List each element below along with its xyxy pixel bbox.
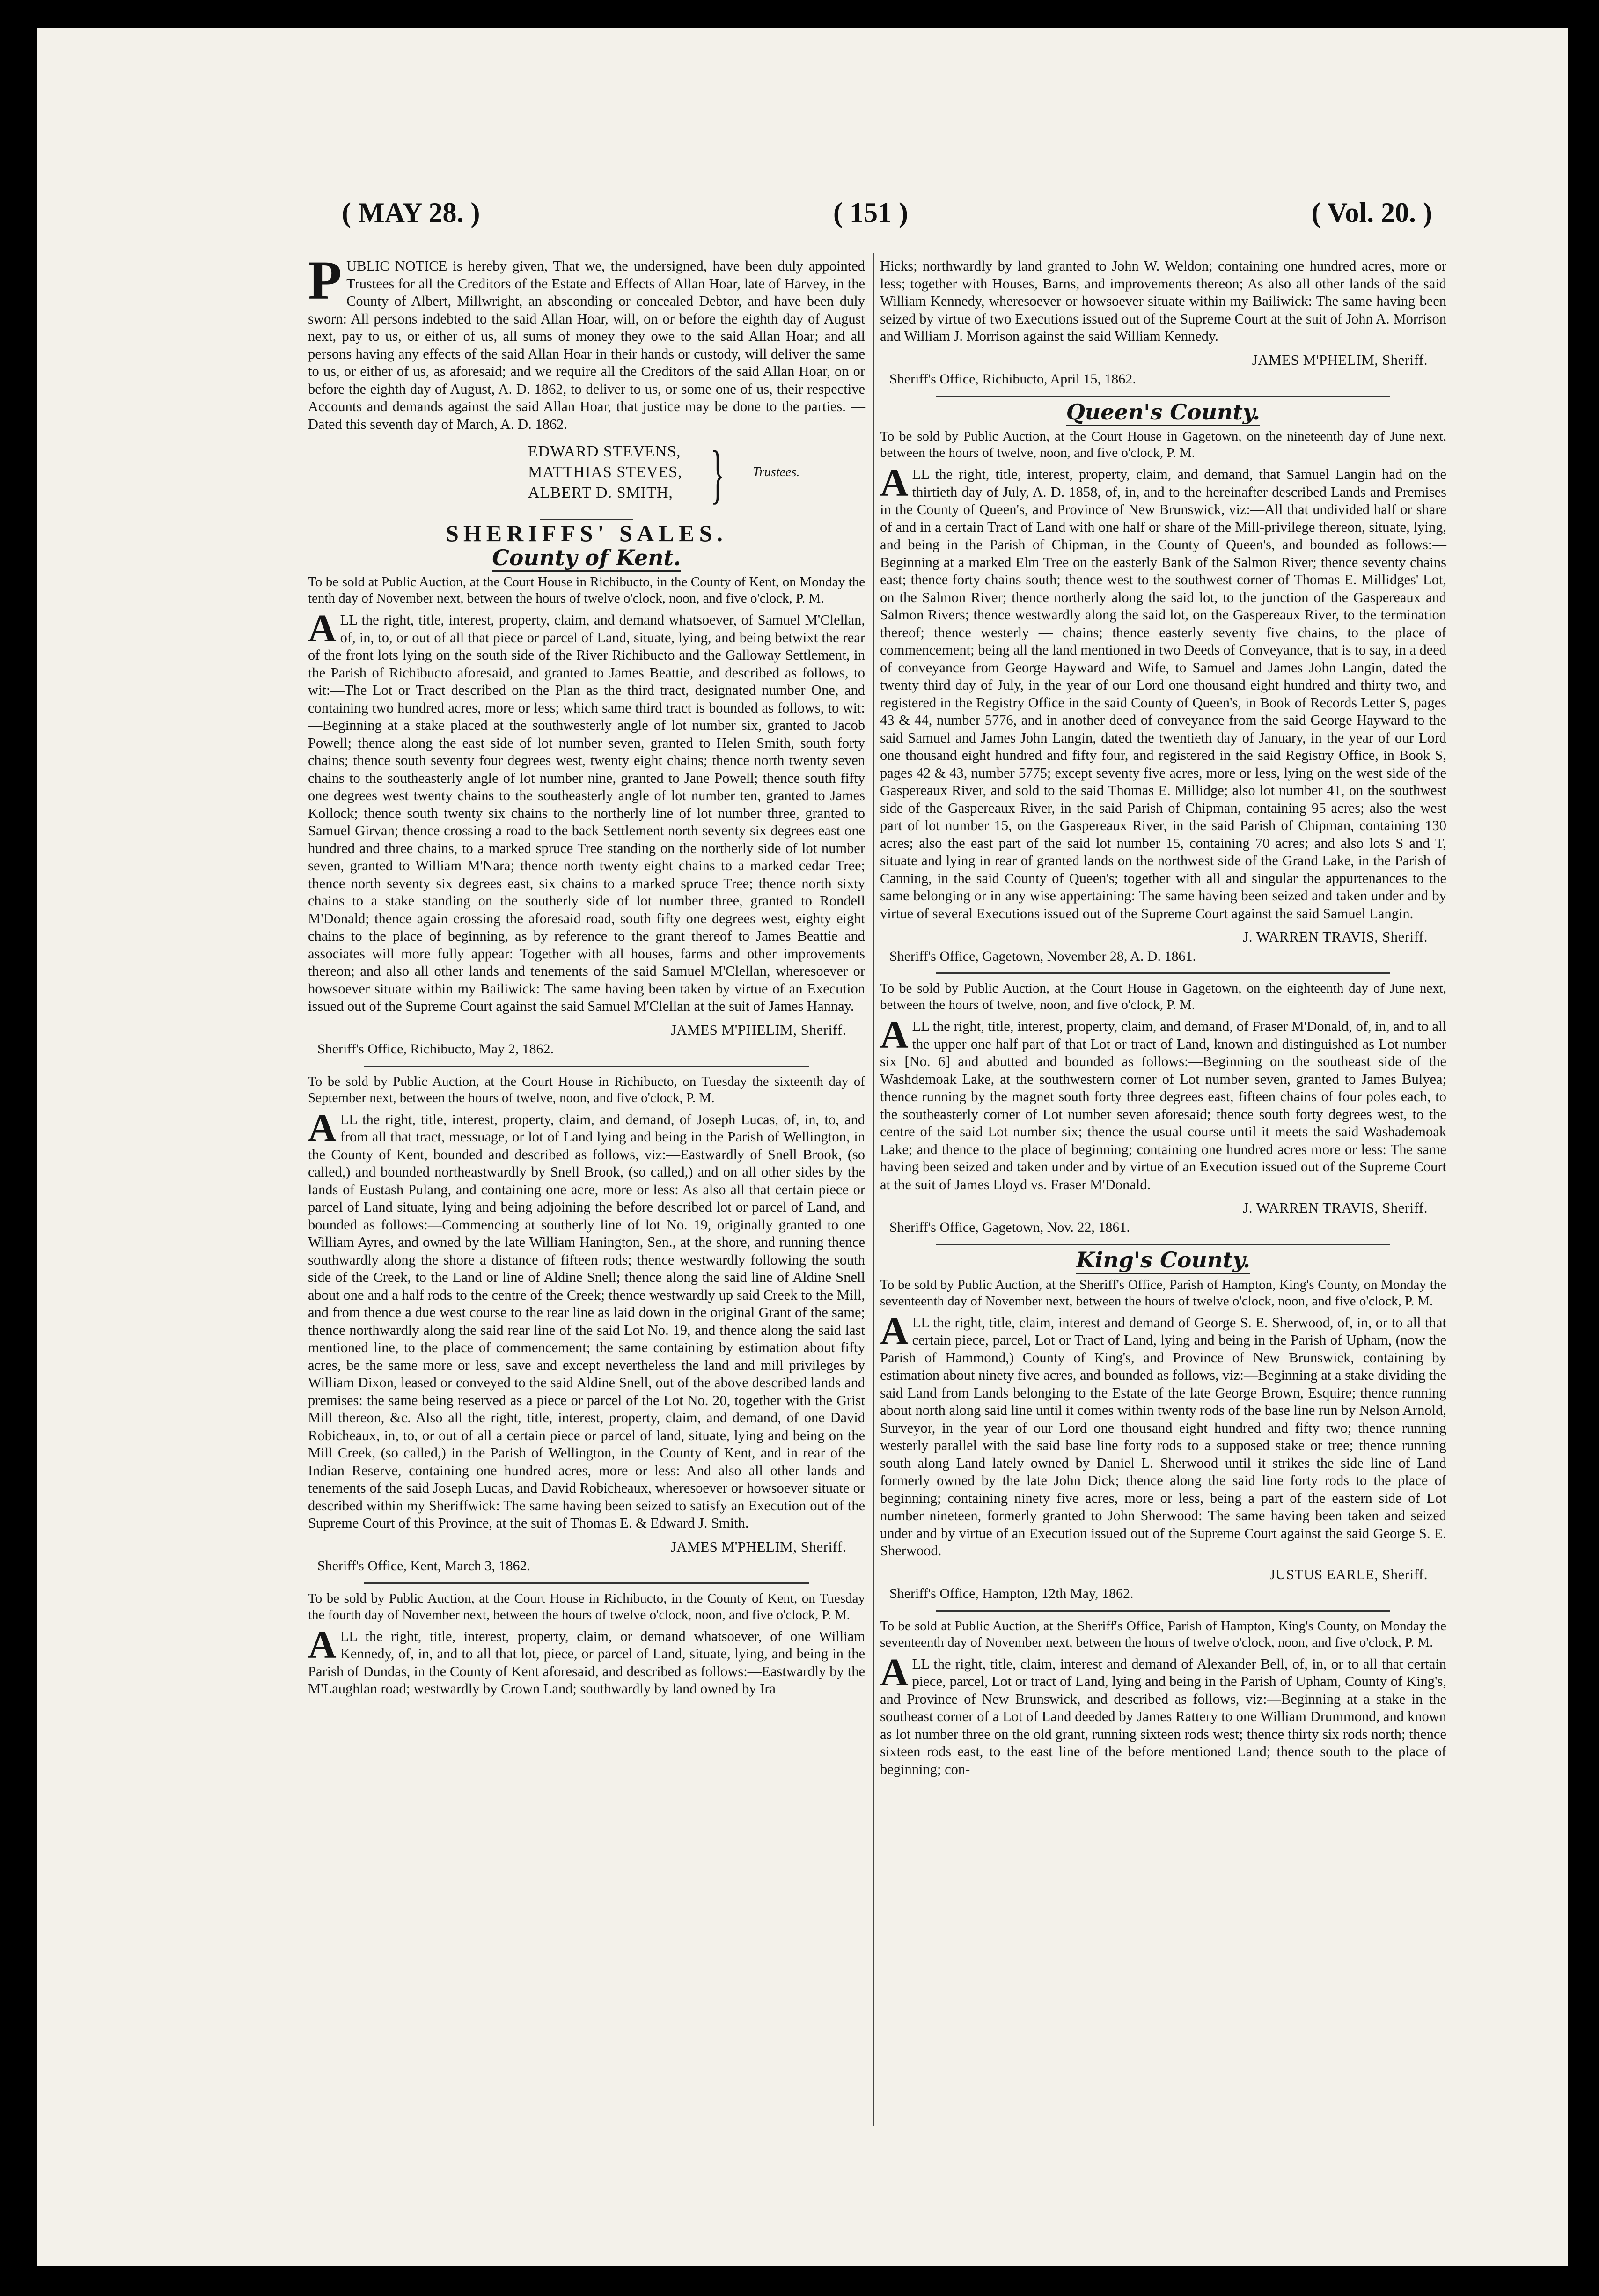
left-column	[308, 250, 865, 1698]
brace-glyph: }	[711, 438, 725, 510]
sale-text: ALL the right, title, interest, property, claim, or demand whatsoever, of one William Kennedy, of, in, and to all that lot, piece, or parcel of Land, situate, lying, and being in the Parish of Dundas, in the County of Kent aforesaid, and described as follows:—Eastwardly by the M'Laughlan road; westwardly by Crown Land; southwardly by land owned by Ira	[308, 1623, 865, 1697]
sale-text: ALL the right, title, claim, interest and demand of George S. E. Sherwood, of, in, or to all that certain piece, parcel, Lot or Tract of Land, lying and being in the Parish of Upham, (now the Parish of Hammond,) County of King's, and Province of New Brunswick, containing by estimation about ninety five acres, and bounded as follows, viz:—Beginning at a stake dividing the said Land from Lands belonging to the Estate of the late George Brown, Esquire; thence running about north along said line until it comes within twenty rods of the base line run by Nelson Arnold, Surveyor, in the year of our Lord one thousand eight hundred and fifty two; thence running westerly parallel with the said base line forty rods to a supposed stake or tree; thence running south along Land lately owned by Daniel L. Sherwood until it strikes the side line of Land formerly owned by the late John Dick; thence along the said line forty rods to the place of beginning; containing ninety five acres, more or less, being a part of the eastern side of Lot number nineteen, formerly granted to John Sherwood: The same having been taken and seized under and by virtue of an Execution issued out of the Supreme Court against the said George S. E. Sherwood.	[880, 1309, 1446, 1559]
office-dateline: Sheriff's Office, Hampton, 12th May, 1862.	[889, 1586, 1134, 1601]
sale-text: ALL the right, title, interest, property, claim, and demand whatsoever, of Samuel M'Clellan, of, in, to, or out of all that piece or parcel of Land, situate, lying, and being betwixt the rear of the front lots lying on the south side of the River Richibucto and the Galloway Settlement, in the Parish of Richibucto aforesaid, and granted to James Beattie, and described as follows, to wit:—The Lot or Tract described on the Plan as the third tract, designated number One, and containing two hundred acres, more or less; which same third tract is bounded as follows, to wit:—Beginning at a stake placed at the southwesterly angle of lot number six, granted to Jacob Powell; thence along the east side of lot number seven, granted to Helen Smith, south forty chains; thence south seventy four degrees west, twenty eight chains; thence north twenty seven chains to the southeasterly angle of lot number nine, granted to Jane Powell; thence south fifty one degrees west twenty chains to the southeasterly angle of lot number ten, granted to James Kollock; thence south twenty six chains to the northerly line of lot number three, granted to Samuel Girvan; thence crossing a road to the back Settlement north seventy six degrees east one hundred and three chains, to a marked spruce Tree standing on the northerly side of lot number seven, granted to William M'Nara; thence north twenty eight chains to a marked cedar Tree; thence north seventy six degrees east, six chains to a marked spruce Tree; thence north sixty chains to a stake standing on the southerly side of lot number three, granted to Rondell M'Donald; thence again crossing the aforesaid road, south fifty one degrees west, eighty eight chains to the place of beginning, as by reference to the grant thereof to James Beattie and associates will more fully appear: Together with all houses, farms and other improvements thereon; and also all other lands and tenements of the said Samuel M'Clellan, wheresoever or howsoever situate within my Bailiwick: The same having been taken by virtue of an Execution issued out of the Supreme Court against the said Samuel M'Clellan at the suit of James Hannay.	[308, 607, 865, 1014]
office-dateline: Sheriff's Office, Gagetown, Nov. 22, 1861.	[889, 1219, 1130, 1235]
trustee-names	[528, 442, 682, 503]
issue-date: ( MAY 28. )	[342, 197, 480, 228]
section-title: SHERIFFS' SALES.	[446, 520, 727, 546]
sale-intro: To be sold by Public Auction, at the Court House in Gagetown, on the eighteenth day of June next, between the hours of twelve, noon, and five o'clock, P. M.	[880, 981, 1446, 1012]
county-heading: King's County.	[880, 1251, 1446, 1269]
trustee-name: ALBERT D. SMITH,	[528, 484, 673, 501]
separator-rule	[936, 396, 1390, 397]
sale-dropcap: A	[308, 1106, 337, 1150]
sale-intro: To be sold by Public Auction, at the Court House in Richibucto, in the County of Kent, on Tuesday the fourth day of November next, between the hours of twelve o'clock, noon, and five o'clock, P. M.	[308, 1590, 865, 1622]
sale-dropcap: A	[308, 1623, 337, 1667]
county-heading: Queen's County.	[880, 404, 1446, 421]
newspaper-page	[37, 28, 1568, 2266]
column-divider	[873, 253, 874, 2126]
sheriff-signature: JAMES M'PHELIM, Sheriff.	[670, 1538, 846, 1555]
sheriff-signature: JAMES M'PHELIM, Sheriff.	[1252, 351, 1428, 368]
sale-dropcap: A	[880, 1013, 909, 1057]
office-dateline: Sheriff's Office, Richibucto, May 2, 1862.	[317, 1041, 554, 1057]
separator-rule	[936, 1610, 1390, 1612]
sale-text: Hicks; northwardly by land granted to John W. Weldon; containing one hundred acres, more or less; together with Houses, Barns, and improvements thereon; As also all other lands of the said William Kennedy, wheresoever or howsoever situate within my Bailiwick: The same having been seized by virtue of two Executions issued out of the Supreme Court at the suit of John A. Morrison and William J. Morrison against the said William Kennedy.	[880, 258, 1446, 344]
sale-dropcap: A	[880, 1309, 909, 1353]
county-heading: County of Kent.	[308, 549, 865, 567]
sale-intro: To be sold by Public Auction, at the Sheriff's Office, Parish of Hampton, King's County, on Monday the seventeenth day of November next, between the hours of twelve o'clock, noon, and five o'clock, P. M.	[880, 1277, 1446, 1309]
page-number: ( 151 )	[833, 197, 908, 228]
sale-intro: To be sold by Public Auction, at the Court House in Richibucto, on Tuesday the sixteenth day of September next, between the hours of twelve, noon, and five o'clock, P. M.	[308, 1074, 865, 1105]
page-header	[304, 197, 1432, 239]
volume-number: ( Vol. 20. )	[1311, 197, 1432, 228]
sale-text: ALL the right, title, interest, property, claim, and demand, that Samuel Langin had on the thirtieth day of July, A. D. 1858, of, in, and to the hereinafter described Lands and Premises in the County of Queen's, and Province of New Brunswick, viz:—All that undivided half or share of and in a certain Tract of Land with one half or share of the Mill-privilege thereon, situate, lying, and being in the Parish of Chipman, in the County of Queen's, and bounded as follows:—Beginning at a marked Elm Tree on the easterly Bank of the Salmon River; thence seventy chains east; thence forty chains south; thence west to the southwest corner of Thomas E. Millidges' Lot, on the Salmon River; thence northerly along the said lot, to the junction of the Gaspereaux and Salmon Rivers; thence westwardly along the said lot, on the Gaspereaux River, to the termination thereof; thence westerly — chains; thence easterly seventy five chains, to the place of commencement; being all the land mentioned in two Deeds of Conveyance, that is to say, in a deed of conveyance from George Hayward and Wife, to Samuel and James John Langin, dated the twenty third day of July, in the year of our Lord one thousand eight hundred and thirty two, and registered in the Registry Office in the said County of Queen's, in Book of Records Letter S, pages 43 & 44, number 5776, and in another deed of conveyance from the said George Hayward to the said Samuel and James John Langin, dated the twentieth day of January, in the year of our Lord one thousand eight hundred and fifty four, and registered in the said Registry Office, in Book S, pages 42 & 43, number 5775; except seventy five acres, more or less, lying on the west side of the Gaspereaux River, and sold to the said Thomas E. Millidge; also lot number 41, on the southwest side of the Gaspereaux River, in the said Parish of Chipman, containing 95 acres; also the west part of lot number 15, on the Gaspereaux River, in the said Parish of Chipman, containing 130 acres; also the east part of the said lot number 15, containing 70 acres; and also lots S and T, situate and lying in rear of granted lands on the northwest side of the Grand Lake, in the Parish of Canning, in the said County of Queen's; together with all and singular the appurtenances to the same belonging or in any wise appertaining: The same having been seized and taken under and by virtue of several Executions issued out of the Supreme Court against the said Samuel Langin.	[880, 461, 1446, 921]
right-column	[880, 258, 1446, 1778]
sale-intro: To be sold at Public Auction, at the Court House in Richibucto, in the County of Kent, on Monday the tenth day of November next, between the hours of twelve o'clock, noon, and five o'clock, P. M.	[308, 574, 865, 606]
public-notice	[308, 250, 865, 433]
sheriff-signature: JAMES M'PHELIM, Sheriff.	[670, 1021, 846, 1038]
sheriff-signature: J. WARREN TRAVIS, Sheriff.	[1243, 1200, 1428, 1216]
notice-text: UBLIC NOTICE is hereby given, That we, the undersigned, have been duly appointed Trustees for all the Creditors of the Estate and Effects of Allan Hoar, late of Harvey, in the County of Albert, Millwright, an absconding or concealed Debtor, and have been duly sworn: All persons indebted to the said Allan Hoar, will, on or before the eighth day of August next, pay to us, or either of us, all sums of money they owe to the said Allan Hoar; and all persons having any effects of the said Allan Hoar in their hands or custody, will deliver the same to us, or either of us, as aforesaid; and we require all the Creditors of the said Allan Hoar, on or before the eighth day of August, A. D. 1862, to deliver to us, or some one of us, their respective Accounts and demands against the said Allan Hoar, that justice may be done to the parties. —Dated this seventh day of March, A. D. 1862.	[308, 258, 865, 432]
sale-dropcap: A	[308, 607, 337, 650]
separator-rule	[936, 1244, 1390, 1245]
sale-text: ALL the right, title, interest, property, claim, and demand, of Joseph Lucas, of, in, to, and from all that tract, messuage, or lot of Land lying and being in the Parish of Wellington, in the County of Kent, bounded and described as follows, viz:—Eastwardly of Snell Brook, (so called,) and bounded northeastwardly by Snell Brook, (so called,) and on all other sides by the lands of Eustash Pulang, and containing one acre, more or less: As also all that certain piece or parcel of Land situate, lying and being adjoining the before described lot or parcel of Land, and bounded as follows:—Commencing at southerly line of lot No. 19, originally granted to one William Ayres, and owned by the late William Hanington, Sen., at the shore, and running thence southwardly along the shore a distance of fifteen rods; thence westwardly following the south side of the Creek, to the Land or line of Aldine Snell; thence along the said line of Aldine Snell about one and a half rods to the centre of the Creek; thence westwardly up said Creek to the Mill, and from thence a due west course to the rear line as laid down in the original Grant of the same; thence northwardly along the said rear line of the said Lot No. 19, and thence along the said last mentioned line, to the place of commencement; the same containing by estimation about fifty acres, be the same more or less, save and except nevertheless the land and mill privileges by William Dixon, leased or conveyed to the said Aldine Snell, out of the above described lands and premises: the same being reserved as a piece or parcel of the Lot No. 20, together with the Grist Mill thereon, &c. Also all the right, title, interest, property, claim, and demand, of one David Robicheaux, in, to, or out of all a certain piece or parcel of land, situate, lying and being on the Mill Creek, (so called,) in the Parish of Wellington, in the County of Kent, and in rear of the Indian Reserve, containing one hundred acres, more or less: And also all other lands and tenements of the said Joseph Lucas, and David Robicheaux, wheresoever or howsoever situate or described within my Sheriffwick: The same having been seized to satisfy an Execution out of the Supreme Court of this Province, at the suit of Thomas E. & Edward J. Smith.	[308, 1106, 865, 1531]
sale-text: ALL the right, title, claim, interest and demand of Alexander Bell, of, in, or to all that certain piece, parcel, Lot or tract of Land, lying and being in the Parish of Upham, County of King's, and Province of New Brunswick, and described as follows, viz:—Beginning at a stake in the southeast corner of a Lot of Land deeded by James Rattery to one William Drummond, and known as lot number three on the old grant, running sixteen rods west; thence thirty six rods north; thence sixteen rods east, to the east line of the before mentioned Land; thence south to the place of beginning; con-	[880, 1650, 1446, 1777]
separator-rule	[364, 1066, 809, 1067]
sale-text: ALL the right, title, interest, property, claim, and demand, of Fraser M'Donald, of, in, and to all the upper one half part of that Lot or tract of Land, known and distinguished as Lot number six [No. 6] and abutted and bounded as follows:—Beginning on the southeast side of the Washdemoak Lake, at the southwestern corner of Lot number seven, granted to James Bulyea; thence running by the magnet south forty three degrees east, fifteen chains of four poles each, to the southeasterly corner of Lot number seven aforesaid; thence south forty degrees west, to the centre of the said Lot number six; thence the usual course until it meets the said Washademoak Lake; and thence to the place of beginning; containing one hundred acres more or less: The same having been seized and taken under and by virtue of an Execution issued out of the Supreme Court at the suit of James Lloyd vs. Fraser M'Donald.	[880, 1013, 1446, 1192]
sale-dropcap: A	[880, 1650, 909, 1694]
sheriff-signature: J. WARREN TRAVIS, Sheriff.	[1243, 928, 1428, 945]
trustees-block	[308, 438, 865, 512]
separator-rule	[364, 1582, 809, 1584]
office-dateline: Sheriff's Office, Gagetown, November 28, A. D. 1861.	[889, 948, 1196, 964]
sheriff-signature: JUSTUS EARLE, Sheriff.	[1269, 1566, 1428, 1582]
trustee-name: EDWARD STEVENS,	[528, 443, 681, 460]
trustees-label: Trustees.	[753, 465, 800, 479]
sale-intro: To be sold at Public Auction, at the Sheriff's Office, Parish of Hampton, King's County, on Monday the seventeenth day of November next, between the hours of twelve o'clock, noon, and five o'clock, P. M.	[880, 1618, 1446, 1650]
sale-dropcap: A	[880, 461, 909, 505]
trustee-name: MATTHIAS STEVES,	[528, 464, 682, 481]
separator-rule	[936, 972, 1390, 974]
sale-intro: To be sold by Public Auction, at the Court House in Gagetown, on the nineteenth day of June next, between the hours of twelve, noon, and five o'clock, P. M.	[880, 429, 1446, 460]
notice-dropcap: P	[308, 250, 342, 311]
office-dateline: Sheriff's Office, Kent, March 3, 1862.	[317, 1558, 531, 1574]
office-dateline: Sheriff's Office, Richibucto, April 15, 1862.	[889, 371, 1136, 387]
